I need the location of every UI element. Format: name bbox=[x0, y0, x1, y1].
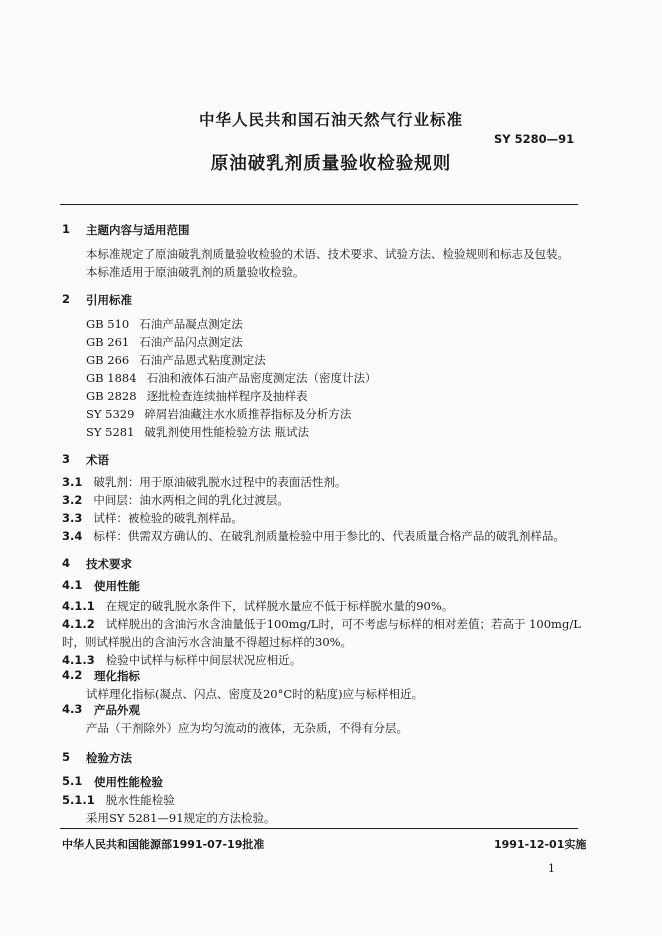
reference-title: 碎屑岩油藏注水水质推荐指标及分析方法 bbox=[144, 407, 352, 421]
section-5-heading: 检验方法 bbox=[86, 751, 132, 765]
section-2-number: 2 bbox=[62, 292, 71, 306]
clause-number: 4.1.1 bbox=[62, 599, 95, 613]
reference-item bbox=[86, 352, 266, 368]
reference-code: GB 266 bbox=[86, 353, 130, 367]
subsection-4-3-number: 4.3 bbox=[62, 702, 83, 716]
section-1-line-1: 本标准规定了原油破乳剂质量验收检验的术语、技术要求、试验方法、检验规则和标志及包装。 bbox=[86, 247, 569, 261]
subsection-4-2-heading: 理化指标 bbox=[94, 669, 140, 683]
term-item bbox=[62, 510, 243, 526]
page-number: 1 bbox=[548, 862, 555, 875]
approval-line: 中华人民共和国能源部1991-07-19批准 bbox=[62, 838, 265, 851]
subsection-4-3-text: 产品（干剂除外）应为均匀流动的液体，无杂质，不得有分层。 bbox=[86, 721, 408, 735]
reference-title: 石油产品恩式粘度测定法 bbox=[139, 353, 266, 367]
footer-rule bbox=[60, 828, 578, 829]
clause-4-1-3 bbox=[62, 652, 301, 668]
term-text: 破乳剂：用于原油破乳脱水过程中的表面活性剂。 bbox=[93, 475, 347, 489]
clause-5-1-1-text: 采用SY 5281—91规定的方法检验。 bbox=[86, 811, 276, 825]
clause-5-1-1 bbox=[62, 792, 175, 808]
reference-title: 逐批检查连续抽样程序及抽样表 bbox=[146, 389, 308, 403]
subsection-4-1-number: 4.1 bbox=[62, 578, 83, 592]
clause-number: 4.1.3 bbox=[62, 653, 95, 667]
document-title: 原油破乳剂质量验收检验规则 bbox=[210, 154, 452, 174]
term-number: 3.3 bbox=[62, 511, 83, 525]
term-item bbox=[62, 492, 289, 508]
term-text: 中间层：油水两相之间的乳化过渡层。 bbox=[93, 493, 289, 507]
subsection-5-1-heading: 使用性能检验 bbox=[94, 775, 163, 789]
clause-4-1-2-continued: 时，则试样脱出的含油污水含油量不得超过标样的30%。 bbox=[62, 635, 353, 649]
clause-title: 脱水性能检验 bbox=[105, 793, 175, 807]
subsection-4-2-text: 试样理化指标(凝点、闪点、密度及20°C时的粘度)应与标样相近。 bbox=[86, 687, 424, 701]
standard-code: SY 5280—91 bbox=[494, 132, 575, 146]
clause-4-1-2 bbox=[62, 616, 581, 632]
reference-item bbox=[86, 424, 309, 440]
section-5-number: 5 bbox=[62, 750, 71, 764]
clause-text: 检验中试样与标样中间层状况应相近。 bbox=[105, 653, 302, 667]
subsection-4-2-number: 4.2 bbox=[62, 668, 83, 682]
term-number: 3.4 bbox=[62, 529, 83, 543]
section-3-number: 3 bbox=[62, 452, 71, 466]
section-1-line-2: 本标准适用于原油破乳剂的质量验收检验。 bbox=[86, 265, 305, 279]
clause-4-1-1 bbox=[62, 598, 453, 614]
section-4-heading: 技术要求 bbox=[86, 557, 132, 571]
subsection-5-1-number: 5.1 bbox=[62, 774, 83, 788]
reference-item bbox=[86, 316, 243, 332]
reference-item bbox=[86, 334, 243, 350]
header-rule bbox=[60, 204, 578, 205]
section-1-heading: 主题内容与适用范围 bbox=[86, 223, 190, 237]
clause-number: 5.1.1 bbox=[62, 793, 95, 807]
subsection-4-3-heading: 产品外观 bbox=[94, 703, 140, 717]
reference-code: SY 5281 bbox=[86, 425, 135, 439]
subsection-4-1-heading: 使用性能 bbox=[94, 579, 140, 593]
section-1-number: 1 bbox=[62, 222, 71, 236]
reference-code: GB 261 bbox=[86, 335, 130, 349]
term-number: 3.1 bbox=[62, 475, 83, 489]
reference-title: 石油和液体石油产品密度测定法（密度计法） bbox=[146, 371, 377, 385]
term-text: 试样：被检验的破乳剂样品。 bbox=[93, 511, 243, 525]
section-2-heading: 引用标准 bbox=[86, 293, 132, 307]
section-4-number: 4 bbox=[62, 556, 71, 570]
term-item bbox=[62, 474, 346, 490]
reference-item bbox=[86, 370, 377, 386]
clause-number: 4.1.2 bbox=[62, 617, 95, 631]
standard-category-title: 中华人民共和国石油天然气行业标准 bbox=[198, 111, 463, 129]
reference-code: SY 5329 bbox=[86, 407, 135, 421]
reference-item bbox=[86, 406, 351, 422]
reference-code: GB 2828 bbox=[86, 389, 137, 403]
reference-code: GB 1884 bbox=[86, 371, 137, 385]
reference-title: 石油产品闪点测定法 bbox=[139, 335, 243, 349]
term-text: 标样：供需双方确认的、在破乳剂质量检验中用于参比的、代表质量合格产品的破乳剂样品。 bbox=[93, 529, 565, 543]
effective-date: 1991-12-01实施 bbox=[494, 838, 587, 851]
clause-text: 试样脱出的含油污水含油量低于100mg/L时，可不考虑与标样的相对差值；若高于 100mg/L bbox=[105, 617, 581, 631]
reference-title: 破乳剂使用性能检验方法 瓶试法 bbox=[144, 425, 310, 439]
term-item bbox=[62, 528, 565, 544]
clause-text: 在规定的破乳脱水条件下，试样脱水量应不低于标样脱水量的90%。 bbox=[105, 599, 454, 613]
reference-code: GB 510 bbox=[86, 317, 130, 331]
term-number: 3.2 bbox=[62, 493, 83, 507]
reference-title: 石油产品凝点测定法 bbox=[139, 317, 243, 331]
reference-item bbox=[86, 388, 308, 404]
section-3-heading: 术语 bbox=[86, 453, 109, 467]
